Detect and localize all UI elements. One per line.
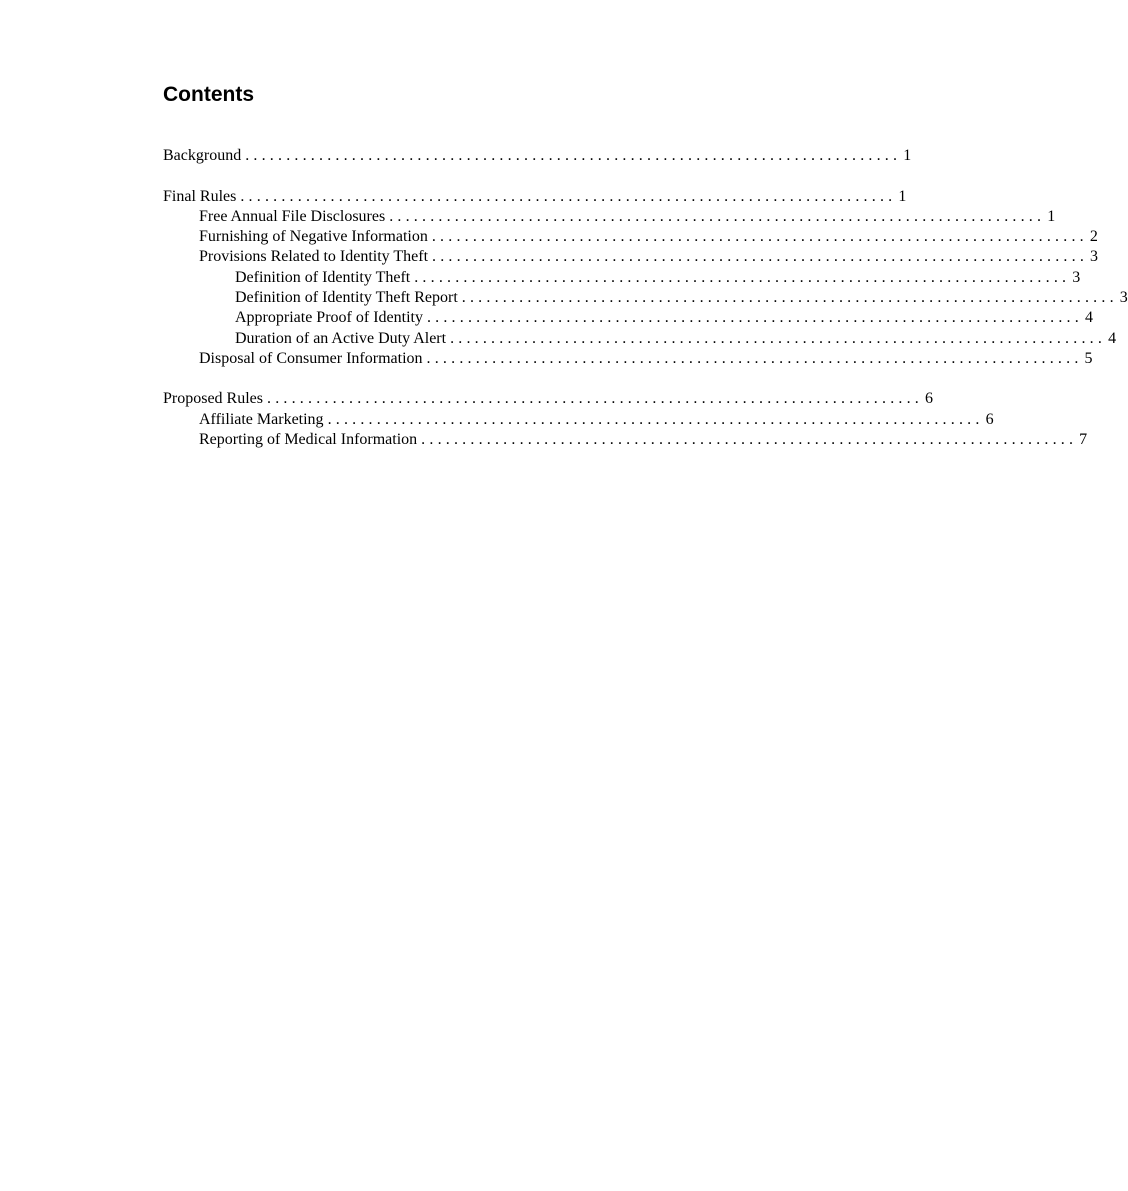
toc-entry-title: Definition of Identity Theft Report bbox=[235, 289, 458, 307]
toc-entry-title: Final Rules bbox=[163, 187, 237, 205]
dot-leader: ................................................................................ bbox=[240, 187, 897, 205]
toc-entry-title: Proposed Rules bbox=[163, 390, 263, 408]
toc-entry-page-number: 1 bbox=[903, 147, 912, 165]
toc-section bbox=[163, 186, 1128, 369]
toc-entry-page-number: 7 bbox=[1079, 430, 1088, 448]
toc-entry-title: Appropriate Proof of Identity bbox=[235, 309, 423, 327]
toc-entry[interactable] bbox=[163, 389, 933, 409]
table-of-contents bbox=[163, 146, 1128, 470]
toc-entry-page-number: 5 bbox=[1084, 349, 1093, 367]
toc-entry[interactable] bbox=[163, 207, 1056, 227]
dot-leader: ................................................................................ bbox=[421, 430, 1078, 448]
dot-leader: ................................................................................ bbox=[450, 329, 1107, 347]
toc-entry[interactable] bbox=[163, 186, 907, 206]
contents-heading: Contents bbox=[163, 83, 254, 106]
toc-entry-title: Reporting of Medical Information bbox=[199, 430, 418, 448]
toc-entry-page-number: 2 bbox=[1089, 228, 1098, 246]
dot-leader: ................................................................................ bbox=[327, 410, 984, 428]
toc-entry-page-number: 1 bbox=[1047, 207, 1056, 225]
toc-entry-title: Furnishing of Negative Information bbox=[199, 228, 428, 246]
toc-entry-page-number: 1 bbox=[898, 187, 907, 205]
toc-section bbox=[163, 146, 912, 166]
toc-entry-page-number: 3 bbox=[1119, 289, 1128, 307]
dot-leader: ................................................................................ bbox=[414, 268, 1071, 286]
toc-entry[interactable] bbox=[163, 288, 1128, 308]
toc-section bbox=[163, 389, 1088, 450]
toc-entry[interactable] bbox=[163, 227, 1098, 247]
toc-entry-page-number: 6 bbox=[985, 410, 994, 428]
dot-leader: ................................................................................ bbox=[389, 207, 1046, 225]
toc-entry[interactable] bbox=[163, 247, 1099, 267]
dot-leader: ................................................................................ bbox=[267, 390, 923, 408]
toc-entry[interactable] bbox=[163, 146, 912, 166]
toc-entry-title: Duration of an Active Duty Alert bbox=[235, 329, 447, 347]
dot-leader: ................................................................................ bbox=[245, 147, 902, 165]
dot-leader: ................................................................................ bbox=[426, 349, 1083, 367]
toc-entry[interactable] bbox=[163, 308, 1093, 328]
toc-entry-title: Background bbox=[163, 147, 242, 165]
toc-entry-page-number: 6 bbox=[925, 390, 933, 408]
dot-leader: ................................................................................ bbox=[432, 248, 1089, 266]
toc-entry-title: Free Annual File Disclosures bbox=[199, 207, 386, 225]
toc-entry-page-number: 4 bbox=[1084, 309, 1093, 327]
toc-entry-title: Disposal of Consumer Information bbox=[199, 349, 423, 367]
toc-entry-title: Affiliate Marketing bbox=[199, 410, 324, 428]
dot-leader: ................................................................................ bbox=[431, 228, 1088, 246]
toc-entry[interactable] bbox=[163, 267, 1081, 287]
toc-entry[interactable] bbox=[163, 409, 994, 429]
toc-entry-title: Provisions Related to Identity Theft bbox=[199, 248, 429, 266]
toc-entry-page-number: 3 bbox=[1090, 248, 1099, 266]
toc-entry-title: Definition of Identity Theft bbox=[235, 268, 411, 286]
toc-entry-page-number: 3 bbox=[1072, 268, 1081, 286]
dot-leader: ................................................................................ bbox=[426, 309, 1083, 327]
toc-entry-page-number: 4 bbox=[1108, 329, 1117, 347]
toc-entry[interactable] bbox=[163, 349, 1093, 369]
dot-leader: ................................................................................ bbox=[461, 289, 1118, 307]
toc-entry[interactable] bbox=[163, 430, 1088, 450]
toc-entry[interactable] bbox=[163, 328, 1117, 348]
